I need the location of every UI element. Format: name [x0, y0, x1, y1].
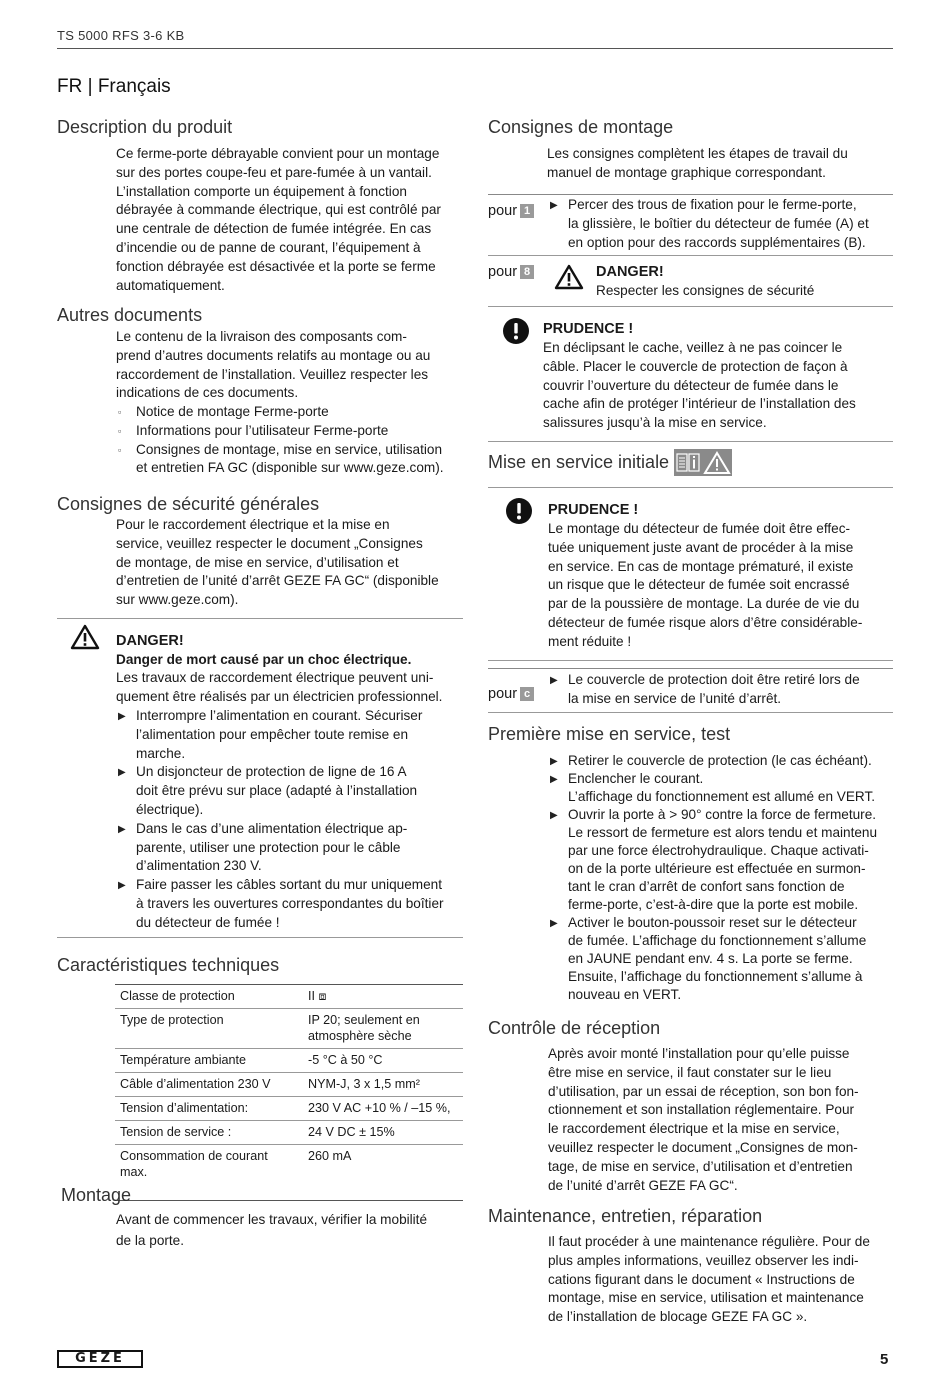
prudence1-text: En déclipsant le cache, veillez à ne pas coincer le câble. Placer le couvercle de protection de façon à couvrir l’ouverture du détecteur de fumée dans le cache afin de protéger l’intérieur de l’installation des salissures jusqu’à la mise en service.	[543, 340, 856, 431]
step-ref-c: pour c	[488, 686, 534, 702]
section-heading-description: Description du produit	[57, 117, 233, 137]
step-ref-1: pour 1	[488, 203, 534, 219]
caution-icon	[502, 317, 530, 345]
warning-triangle-icon	[554, 264, 584, 290]
danger-text: Les travaux de raccordement électrique peuvent uni- quement être réalisés par un électricien professionnel.	[116, 670, 443, 704]
danger-subtitle: Danger de mort causé par un choc électrique.	[116, 652, 412, 667]
step1-bottom-rule	[488, 255, 893, 256]
language-heading: FR | Français	[57, 76, 171, 97]
table-row: Classe de protection II ⧈	[115, 985, 463, 1009]
consignes-text: Les consignes complètent les étapes de travail du manuel de montage graphique correspondant.	[547, 146, 848, 180]
section-heading-maintenance: Maintenance, entretien, réparation	[488, 1206, 763, 1226]
table-row: Consommation de courant max. 260 mA	[115, 1145, 463, 1201]
stepc-text	[548, 671, 898, 709]
warning-triangle-icon	[70, 624, 100, 650]
table-row: Température ambiante -5 °C à 50 °C	[115, 1049, 463, 1073]
danger-title: DANGER!	[116, 633, 184, 649]
stepc-bottom-rule	[488, 712, 893, 713]
table-row: Tension de service : 24 V DC ± 15%	[115, 1121, 463, 1145]
step8-bottom-rule	[488, 306, 893, 307]
step-ref-8: pour 8	[488, 264, 534, 280]
list-item: ▫ Informations pour l’utilisateur Ferme-porte	[118, 422, 389, 438]
safety-text: Pour le raccordement électrique et la mise en service, veuillez respecter le document „Consignes de montage, de mise en service, d’utilisation et d’entretien de l’unité d’arrêt GEZE FA GC“ (disponible sur www.geze.com).	[116, 517, 439, 608]
manual-warning-icons	[674, 449, 732, 476]
list-item: ▶ Interrompre l’alimentation en courant. Sécuriser l’alimentation pour empêcher toute remise en marche.	[118, 708, 423, 761]
other-docs-list	[116, 403, 476, 478]
list-item: ▫ Notice de montage Ferme-porte	[118, 404, 329, 419]
list-item: ▶ Un disjoncteur de protection de ligne de 16 A doit être prévu sur place (adapté à l’installation électrique).	[118, 764, 418, 817]
prudence1-bottom-rule	[488, 441, 893, 442]
prudence1-title: PRUDENCE !	[543, 321, 634, 337]
tech-specs-table	[115, 984, 463, 1201]
step1-text	[548, 196, 898, 252]
geze-logo: GEZE	[57, 1350, 143, 1368]
header-rule	[57, 48, 893, 49]
other-docs-text: Le contenu de la livraison des composants com- prend d’autres documents relatifs au montage ou au raccordement de l’installation. Veuillez respecter les indications de ces documents.	[116, 329, 431, 401]
prudence2-text: Le montage du détecteur de fumée doit être effec- tuée uniquement juste avant de procéder à la mise en service. En cas de montage prématuré, il existe un risque que le détecteur de fumée soit encrassé par de la poussière de montage. La durée de vie du détecteur de fumée risque alors d’être considérable- ment réduite !	[548, 521, 863, 649]
manual-info-warning-icon	[674, 449, 732, 476]
document-title: TS 5000 RFS 3-6 KB	[57, 28, 185, 43]
table-row: Câble d’alimentation 230 V NYM-J, 3 x 1,5 mm²	[115, 1073, 463, 1097]
list-item: ▶ Retirer le couvercle de protection (le cas échéant).	[550, 753, 872, 768]
prudence2-title: PRUDENCE !	[548, 502, 639, 518]
controle-text: Après avoir monté l’installation pour qu’elle puisse être mise en service, il faut constater sur le lieu d’utilisation, par un essai de réception, son bon fon- ctionnement et son installation réglementaire. Pour le raccordement électrique et la mise en service, veuillez respecter le document „Consignes de mon- tage, de mise en service, d’utilisation et d’entretien de l’unité d’arrêt GEZE FA GC“.	[548, 1046, 859, 1193]
caution-icon	[505, 497, 533, 525]
step1-top-rule	[488, 194, 893, 195]
section-heading-controle: Contrôle de réception	[488, 1018, 661, 1038]
list-item: ▶ Le couvercle de protection doit être retiré lors de la mise en service de l’unité d’arrêt.	[550, 672, 860, 706]
section-heading-tech: Caractéristiques techniques	[57, 955, 280, 975]
list-item: ▶ Faire passer les câbles sortant du mur uniquement à travers les ouvertures correspondantes du boîtier du détecteur de fumée !	[118, 877, 444, 930]
maintenance-text: Il faut procéder à une maintenance régulière. Pour de plus amples informations, veuillez observer les indi- cations figurant dans le document « Instructions de montage, mise en service, utilisation et maintenance de l’installation de blocage GEZE FA GC ».	[548, 1234, 870, 1325]
mise-en-service-rule	[488, 487, 893, 488]
section-heading-consignes: Consignes de montage	[488, 117, 674, 137]
list-item: ▶ Dans le cas d’une alimentation électrique ap- parente, utiliser une protection pour le câble d’alimentation 230 V.	[118, 820, 408, 874]
section-heading-other-docs: Autres documents	[57, 305, 203, 325]
section-heading-mise-en-service: Mise en service initiale	[488, 452, 670, 472]
stepc-top-rule	[488, 668, 893, 669]
table-row: Tension d’alimentation: 230 V AC +10 % / –15 %,	[115, 1097, 463, 1121]
premiere-steps	[548, 752, 908, 1004]
section-heading-safety: Consignes de sécurité générales	[57, 494, 320, 514]
danger-bottom-rule	[57, 937, 463, 938]
step8-danger-title: DANGER!	[596, 264, 664, 280]
table-row: Type de protection IP 20; seulement en atmosphère sèche	[115, 1009, 463, 1049]
list-item: ▶ Ouvrir la porte à > 90° contre la force de fermeture. Le ressort de fermeture est alors tendu et maintenu par une force électrohydraulique. Chaque activati- on de la porte ultérieure est effectuée en surmon- tant le cran d’arrêt de confort sans fonction de ferme-porte, c’est-à-dire que la porte est mobile.	[550, 807, 878, 912]
page-number: 5	[880, 1351, 889, 1368]
list-item: ▶ Enclencher le courant. L’affichage du fonctionnement est allumé en VERT.	[550, 771, 876, 804]
list-item: ▶ Activer le bouton-poussoir reset sur le détecteur de fumée. L’affichage du fonctionnement s’allume en JAUNE pendant env. 4 s. La porte se ferme. Ensuite, l’affichage du fonctionnement s’allume à nouveau en VERT.	[550, 915, 867, 1002]
step8-danger-text: Respecter les consignes de sécurité	[596, 283, 815, 298]
danger-steps	[116, 707, 476, 933]
prudence2-bottom-rule	[488, 660, 893, 661]
list-item: ▫ Consignes de montage, mise en service, utilisation et entretien FA GC (disponible sur www.geze.com).	[118, 441, 444, 476]
montage-text: Avant de commencer les travaux, vérifier la mobilité de la porte.	[116, 1212, 428, 1248]
section-heading-premiere: Première mise en service, test	[488, 724, 731, 744]
section-heading-montage: Montage	[61, 1185, 132, 1205]
danger-top-rule	[57, 618, 463, 619]
list-item: ▶ Percer des trous de fixation pour le ferme-porte, la glissière, le boîtier du détecteur de fumée (A) et en option pour des raccords supplémentaires (B).	[550, 197, 869, 250]
description-text: Ce ferme-porte débrayable convient pour un montage sur des portes coupe-feu et pare-fumée à un vantail. L’installation comporte un équipement à fonction débrayée à commande électrique, qui est contrôlé par une centrale de détection de fumée intégrée. En cas d’incendie ou de panne de courant, l’équipement à fonction débrayée est désactivée et la porte se ferme automatiquement.	[116, 146, 441, 293]
